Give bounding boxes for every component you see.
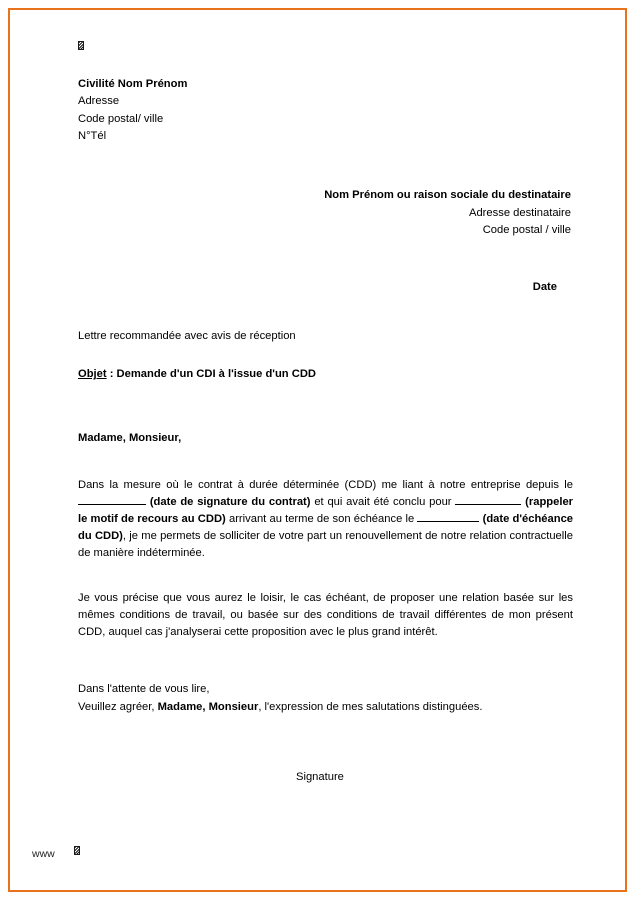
- sender-address: Adresse: [78, 95, 120, 108]
- p1-segment-7: , je me permets de solliciter de votre part un renouvellement de notre relation contractuelle de manière indéterminée.: [78, 530, 573, 560]
- bottom-missing-glyph-mark: [74, 842, 80, 854]
- p1-segment-3: et qui avait été conclu pour: [314, 496, 452, 509]
- closing-line-2: [78, 699, 573, 716]
- p1-segment-1: Dans la mesure où le contrat à durée déterminée (CDD) me liant à notre entreprise depuis le: [78, 479, 573, 492]
- top-missing-glyph-mark: [78, 38, 573, 50]
- subject-separator: :: [106, 368, 117, 381]
- p1-segment-5: arrivant au terme de son échéance le: [228, 513, 415, 526]
- sender-name: Civilité Nom Prénom: [78, 78, 188, 90]
- page-frame: [8, 8, 627, 892]
- subject-value: Demande d'un CDI à l'issue d'un CDD: [116, 368, 316, 381]
- recipient-address: Adresse destinataire: [469, 206, 571, 219]
- sender-block: [78, 76, 573, 145]
- date-line: Date: [532, 280, 557, 293]
- sender-phone: N°Tél: [78, 130, 107, 143]
- p1-segment-6: (date d'échéance du CDD): [78, 513, 574, 543]
- p1-segment-2: (date de signature du contrat): [149, 496, 311, 509]
- closing-block: [78, 681, 573, 716]
- closing-line-1: Dans l'attente de vous lire,: [78, 683, 210, 696]
- sender-postal-city: Code postal/ ville: [78, 112, 164, 125]
- subject-label: Objet: [78, 368, 107, 381]
- recipient-postal-city: Code postal / ville: [482, 224, 571, 237]
- blank-fill-motif: [455, 504, 521, 505]
- p1-segment-4: (rappeler le motif de recours au CDD): [78, 496, 574, 526]
- blank-fill-echeance: [417, 521, 479, 522]
- registered-mail-line: Lettre recommandée avec avis de réception: [78, 330, 296, 343]
- footer-caption: www: [32, 848, 55, 860]
- missing-glyph-icon: [78, 41, 84, 50]
- closing-line-2-part-a: Veuillez agréer,: [78, 700, 158, 713]
- recipient-name: Nom Prénom ou raison sociale du destinataire: [324, 189, 571, 202]
- body-paragraph-2: Je vous précise que vous aurez le loisir, le cas échéant, de proposer une relation basée sur les mêmes conditions de travail, ou basée sur des conditions de travail différentes de mon présent CDD, auquel cas j'analyserai cette proposition avec le plus grand intérêt.: [78, 592, 573, 639]
- signature-line: Signature: [296, 770, 344, 783]
- body-paragraph-1: [78, 477, 573, 562]
- recipient-block: [74, 187, 573, 239]
- salutation: Madame, Monsieur,: [78, 432, 182, 445]
- subject-line: [78, 367, 573, 383]
- blank-fill-signature-date: [78, 504, 146, 505]
- closing-line-2-salutation: Madame, Monsieur: [157, 700, 259, 713]
- letter-document: [10, 10, 625, 890]
- closing-line-2-part-c: , l'expression de mes salutations distinguées.: [258, 700, 483, 713]
- missing-glyph-icon: [74, 846, 80, 855]
